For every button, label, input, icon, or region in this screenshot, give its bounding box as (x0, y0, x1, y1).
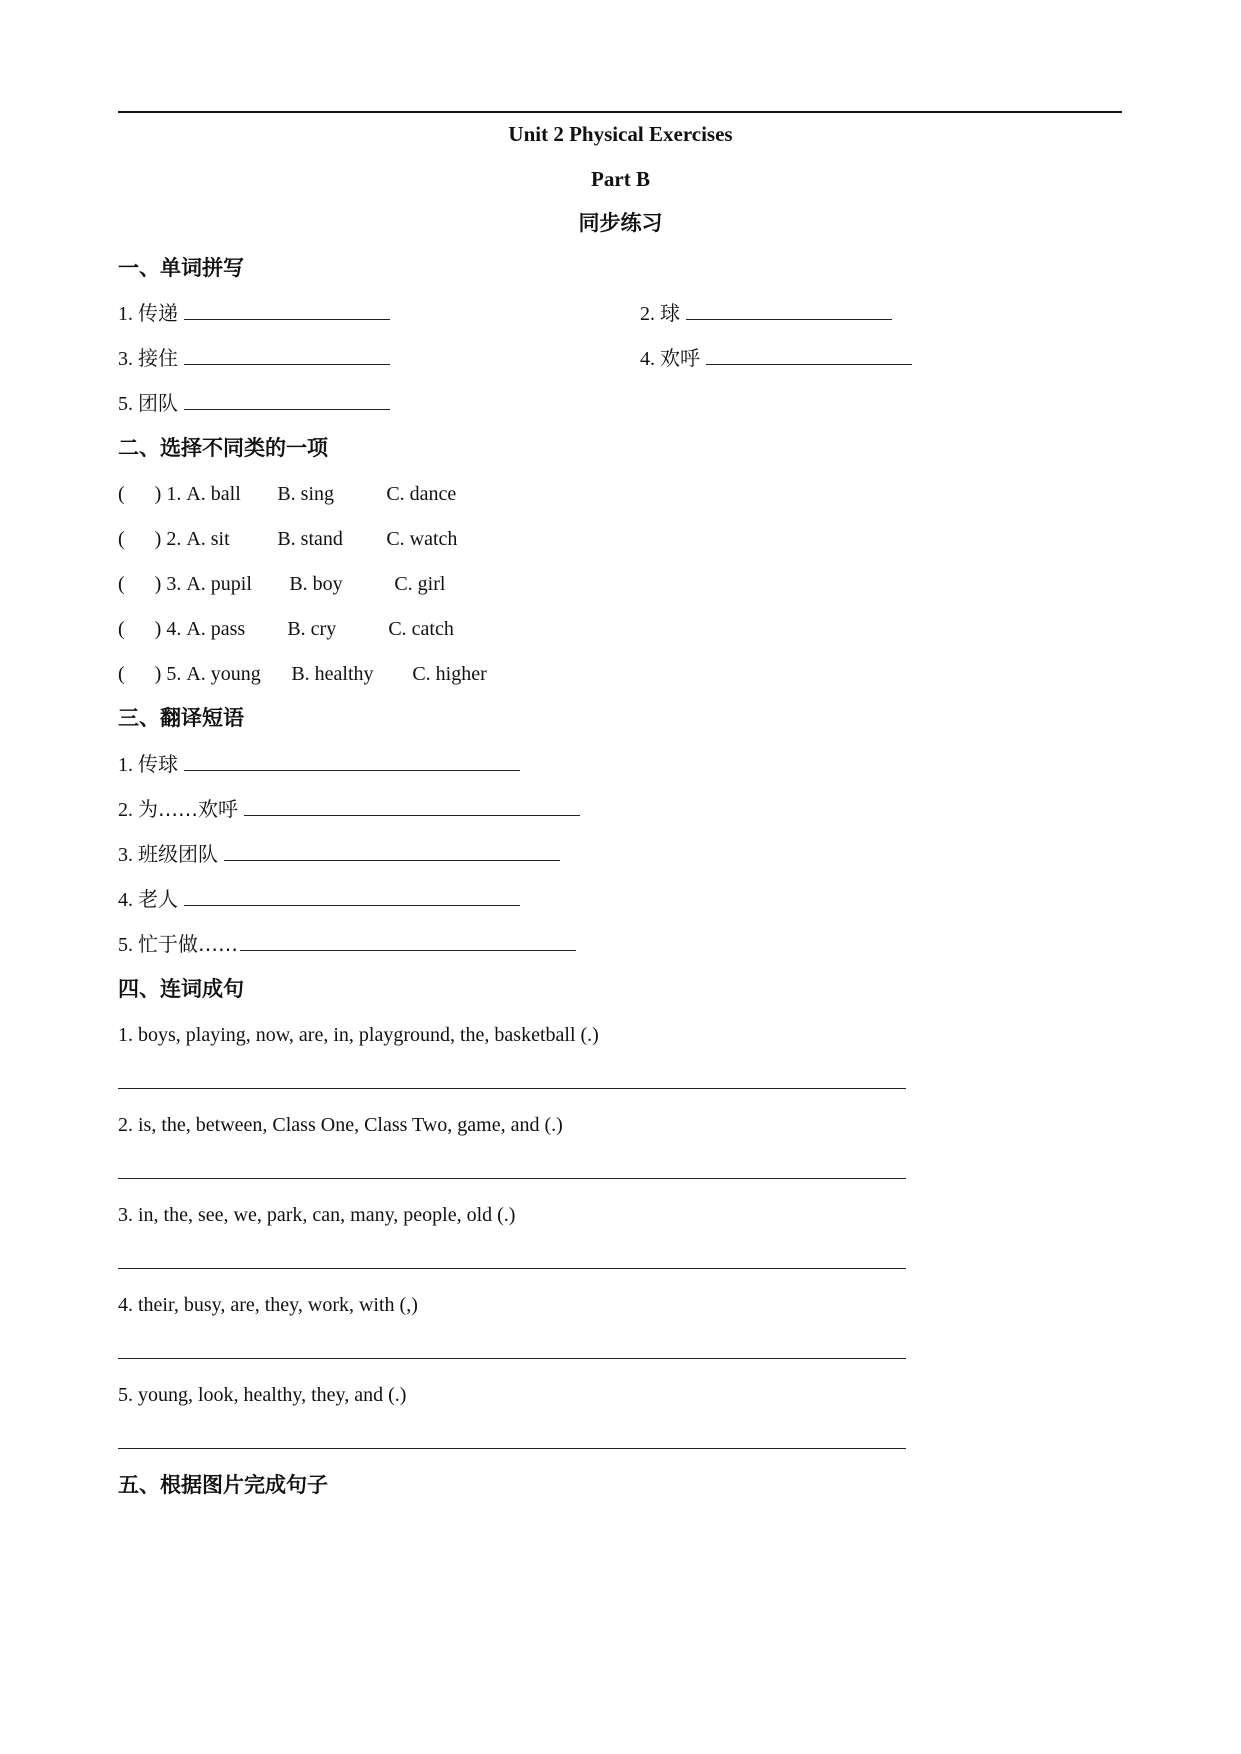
answer-line[interactable] (118, 1268, 906, 1269)
translate-item: 4. 老人 (118, 889, 520, 910)
answer-blank[interactable] (184, 754, 520, 771)
answer-blank[interactable] (184, 303, 390, 320)
answer-line[interactable] (118, 1178, 906, 1179)
choice-item: ( ) 4. A. pass B. cry C. catch (118, 618, 454, 640)
answer-blank[interactable] (686, 303, 892, 320)
page-part: Part B (591, 167, 650, 191)
answer-paren[interactable]: ( ) (118, 483, 162, 505)
answer-paren[interactable]: ( ) (118, 528, 162, 550)
answer-blank[interactable] (706, 348, 912, 365)
section3-heading: 三、翻译短语 (118, 706, 244, 730)
choice-item: ( ) 2. A. sit B. stand C. watch (118, 528, 458, 550)
spelling-item: 2. 球 (640, 303, 892, 324)
section1-heading: 一、单词拼写 (118, 256, 244, 280)
translate-item: 1. 传球 (118, 754, 520, 775)
answer-line[interactable] (118, 1088, 906, 1089)
translate-item: 3. 班级团队 (118, 844, 560, 865)
sentence-prompt: 2. is, the, between, Class One, Class Two, game, and (.) (118, 1114, 563, 1136)
page-title: Unit 2 Physical Exercises (508, 122, 733, 146)
answer-blank[interactable] (184, 889, 520, 906)
answer-line[interactable] (118, 1358, 906, 1359)
header-rule (118, 111, 1122, 113)
translate-item: 2. 为……欢呼 (118, 799, 580, 820)
spelling-item: 1. 传递 (118, 303, 390, 324)
answer-blank[interactable] (184, 348, 390, 365)
choice-item: ( ) 1. A. ball B. sing C. dance (118, 483, 457, 505)
answer-blank[interactable] (244, 799, 580, 816)
answer-paren[interactable]: ( ) (118, 573, 162, 595)
sentence-prompt: 3. in, the, see, we, park, can, many, people, old (.) (118, 1204, 516, 1226)
answer-blank[interactable] (184, 393, 390, 410)
page-subtitle: 同步练习 (578, 211, 663, 235)
section5-heading: 五、根据图片完成句子 (118, 1473, 328, 1497)
answer-blank[interactable] (240, 934, 576, 951)
section2-heading: 二、选择不同类的一项 (118, 436, 328, 460)
translate-item: 5. 忙于做…… (118, 934, 576, 955)
choice-item: ( ) 5. A. young B. healthy C. higher (118, 663, 487, 685)
sentence-prompt: 1. boys, playing, now, are, in, playground, the, basketball (.) (118, 1024, 599, 1046)
choice-item: ( ) 3. A. pupil B. boy C. girl (118, 573, 446, 595)
answer-paren[interactable]: ( ) (118, 618, 162, 640)
section4-heading: 四、连词成句 (118, 977, 244, 1001)
sentence-prompt: 5. young, look, healthy, they, and (.) (118, 1384, 407, 1406)
spelling-item: 4. 欢呼 (640, 348, 912, 369)
answer-blank[interactable] (224, 844, 560, 861)
sentence-prompt: 4. their, busy, are, they, work, with (,) (118, 1294, 418, 1316)
answer-paren[interactable]: ( ) (118, 663, 162, 685)
spelling-item: 5. 团队 (118, 393, 390, 414)
spelling-item: 3. 接住 (118, 348, 390, 369)
answer-line[interactable] (118, 1448, 906, 1449)
